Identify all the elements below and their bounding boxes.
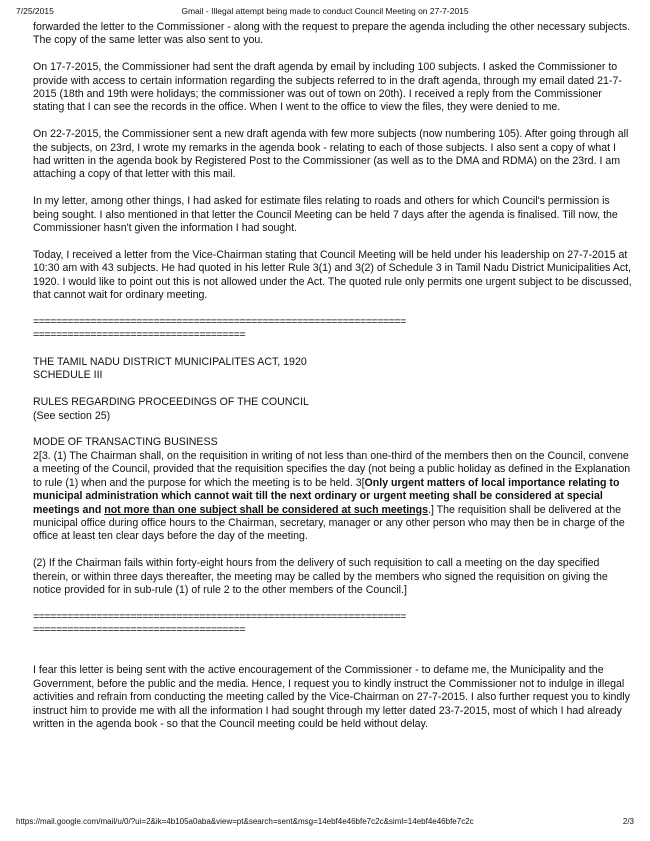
paragraph-1: forwarded the letter to the Commissioner - along with the request to prepare the agenda including the other necessary subjects. The copy of the same letter was also sent to you. — [33, 21, 631, 47]
separator-long-2: ================================================================= — [33, 610, 406, 623]
rule-3-1-rest: .] The requisition shall be delivered at the municipal office during office hours to the Chairman, secretary, manager or any other person who may then be in charge of the office at least ten clear days before the day of the meeting. — [33, 503, 625, 543]
separator-short: ===================================== — [33, 329, 246, 342]
rules-title: RULES REGARDING PROCEEDINGS OF THE COUNCIL — [33, 396, 309, 409]
schedule-label: SCHEDULE III — [33, 369, 103, 382]
rule-3-2: (2) If the Chairman fails within forty-eight hours from the delivery of such requisition to call a meeting on the day specified therein, or within three days thereafter, the meeting may be called by the members who signed the requisition on giving the notice provided for in sub-rule (1) of rule 2 to the other members of the Council.] — [33, 557, 608, 596]
paragraph-5: Today, I received a letter from the Vice-Chairman stating that Council Meeting will be held under his leadership on 27-7-2015 at 10:30 am with 43 subjects. He had quoted in his letter Rule 3(1) and 3(2) of Schedule 3 in Tamil Nadu District Municipalities Act, 1920. I would like to point out this is not allowed under the Act. The quoted rule only permits one urgent subject to be discussed, that cannot wait for ordinary meeting. — [33, 248, 632, 302]
rule-3-1 — [33, 450, 633, 544]
rule-3-1-bold: Only urgent matters of local importance relating to municipal administration which cannot wait till the next ordinary or urgent meeting shall be considered at special meetings and — [33, 476, 620, 516]
mode-title: MODE OF TRANSACTING BUSINESS — [33, 436, 218, 449]
rule-3-1-underline: not more than one subject shall be considered at such meetings — [104, 503, 429, 516]
separator-short-2: ===================================== — [33, 624, 246, 637]
footer-url: https://mail.google.com/mail/u/0/?ui=2&ik=4b105a0aba&view=pt&search=sent&msg=14ebf4e46bfe7c2c&siml=14ebf4e46bfe7c2c — [16, 817, 474, 826]
paragraph-4: In my letter, among other things, I had asked for estimate files relating to roads and others for which Council's permission is being sought. I also mentioned in that letter the Council Meeting can be held 7 days after the agenda is finalised. Till now, the Commissioner hasn't given the information I had sought. — [33, 195, 618, 235]
print-header — [16, 6, 634, 20]
separator-long: ================================================================= — [33, 315, 406, 328]
see-section: (See section 25) — [33, 409, 111, 422]
print-date: 7/25/2015 — [16, 6, 54, 16]
page-number: 2/3 — [622, 817, 634, 826]
act-title: THE TAMIL NADU DISTRICT MUNICIPALITES ACT, 1920 — [33, 356, 307, 369]
paragraph-final: I fear this letter is being sent with the active encouragement of the Commissioner - to defame me, the Municipality and the Government, before the public and the media. Hence, I request you to kindly instruct the Commissioner not to indulge in illegal activities and refrain from conducting the meeting called by the Vice-Chairman on 27-7-2015. I also further request you to kindly instruct him to provide me with all the information I had sought through my letter dated 23-7-2015, most of which I had already written in the agenda book - so that the Council meeting could be held without delay. — [33, 664, 630, 730]
print-title: Gmail - Illegal attempt being made to conduct Council Meeting on 27-7-2015 — [181, 6, 469, 16]
print-footer — [16, 817, 634, 829]
rule-3-1-text: 2[3. (1) The Chairman shall, on the requisition in writing of not less than one-third of the members then on the Council, convene a meeting of the Council, provided that the requisition specifies the day (not being a public holiday as defined in the Explanation to rule (1) when and the purpose for which the meeting is to be held. 3[ — [33, 449, 631, 489]
paragraph-2: On 17-7-2015, the Commissioner had sent the draft agenda by email by including 100 subjects. I asked the Commissioner to provide with access to certain information regarding the subjects referred to in the draft agenda, through my email dated 21-7-2015 (18th and 19th were holidays; the commissioner was out of town on 20th). I received a reply from the Commissioner stating that I can see the records in the office. When I went to the office to view the files, they were denied to me. — [33, 61, 622, 114]
email-body — [33, 21, 633, 731]
paragraph-3: On 22-7-2015, the Commissioner sent a new draft agenda with few more subjects (now numbering 105). After going through all the subjects, on 23rd, I wrote my remarks in the agenda book - relating to each of those subjects. I also sent a copy of what I had written in the agenda book by Registered Post to the Commissioner (as well as to the DMA and RDMA) on the 23rd. I am attaching a copy of that letter with this mail. — [33, 128, 629, 181]
